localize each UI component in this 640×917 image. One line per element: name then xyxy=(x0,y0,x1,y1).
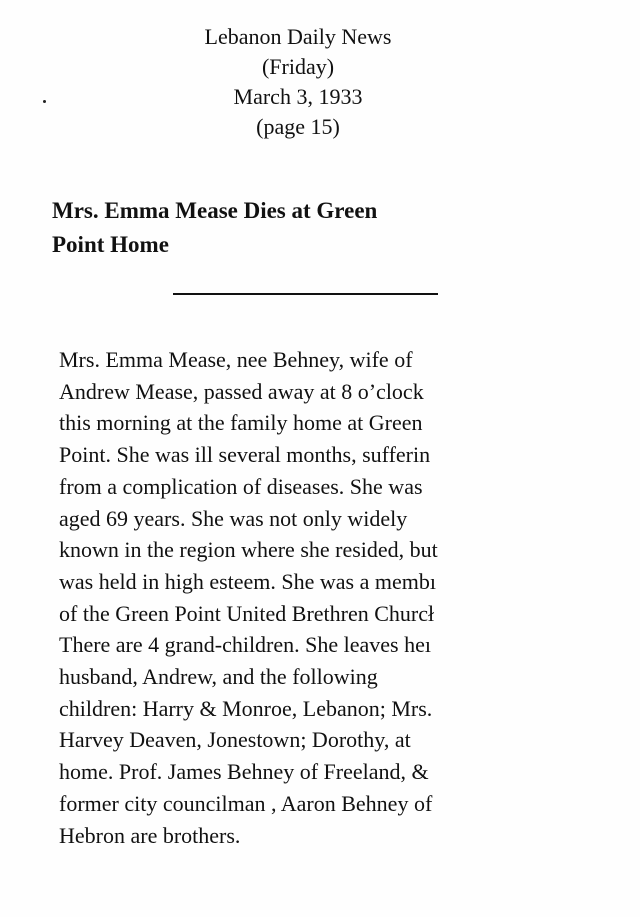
article-line: aged 69 years. She was not only widely xyxy=(59,505,408,531)
headline-line-1: Mrs. Emma Mease Dies at Green xyxy=(52,198,378,223)
article-line: Andrew Mease, passed away at 8 o’clock xyxy=(59,378,424,404)
newspaper-name: Lebanon Daily News xyxy=(204,24,392,49)
publication-date: March 3, 1933 xyxy=(233,84,363,109)
article-body xyxy=(59,344,640,851)
article-line: husband, Andrew, and the following xyxy=(59,664,378,690)
publication-day: (Friday) xyxy=(261,54,335,79)
article-line: There are 4 grand-children. She leaves heı xyxy=(59,632,431,658)
article-line: of the Green Point United Brethren Churcł xyxy=(59,600,435,626)
headline-line-2: Point Home xyxy=(52,232,169,257)
article-line: was held in high esteem. She was a membı xyxy=(59,568,436,594)
article-line: Mrs. Emma Mease, nee Behney, wife of xyxy=(59,347,413,372)
article-line: this morning at the family home at Green xyxy=(59,410,423,436)
article-line: Harvey Deaven, Jonestown; Dorothy, at xyxy=(59,727,411,753)
article-line: Hebron are brothers. xyxy=(59,822,241,848)
article-line: from a complication of diseases. She was xyxy=(59,473,423,499)
headline xyxy=(52,194,572,262)
masthead xyxy=(0,22,596,142)
article-line: known in the region where she resided, but xyxy=(59,537,438,563)
article-line: Point. She was ill several months, sufferin xyxy=(59,442,431,468)
divider-rule xyxy=(173,293,438,295)
article-line: former city councilman , Aaron Behney of xyxy=(59,790,433,816)
article-line: children: Harry & Monroe, Lebanon; Mrs. xyxy=(59,695,433,721)
page-number: (page 15) xyxy=(256,114,340,139)
article-line: home. Prof. James Behney of Freeland, & xyxy=(59,759,429,785)
